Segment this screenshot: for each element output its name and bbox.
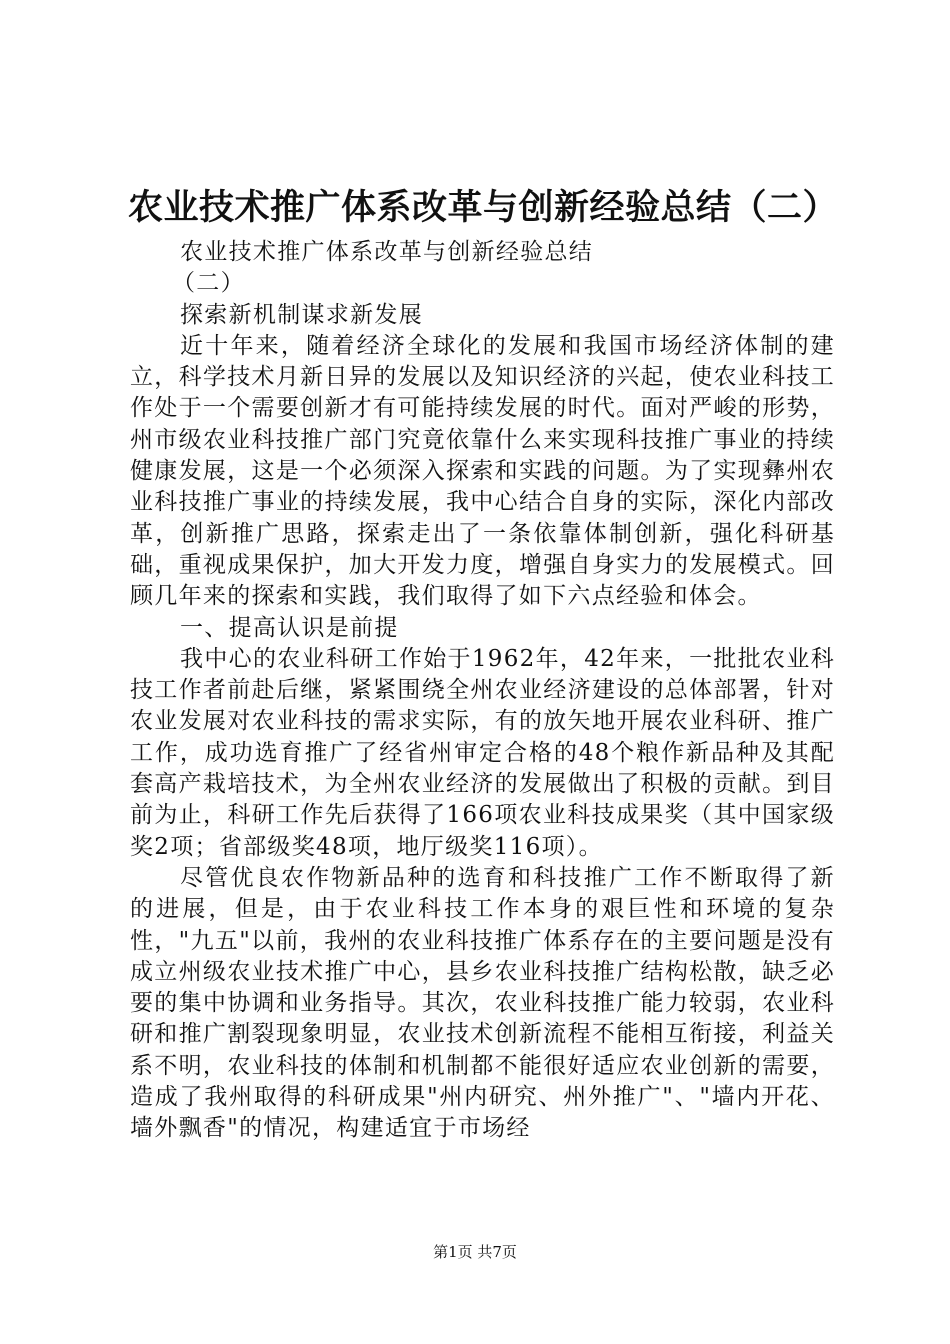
page-number-footer: 第1页 共7页 [433,1243,517,1261]
section-heading: 一、提高认识是前提 [180,614,399,641]
subtitle-line: 农业技术推广体系改革与创新经验总结 [180,239,594,265]
section-heading: 探索新机制谋求新发展 [180,301,423,328]
paragraph: 近十年来，随着经济全球化的发展和我国市场经济体制的建立，科学技术月新日异的发展以及知识经济的兴起，使农业科技工作处于一个需要创新才有可能持续发展的时代。面对严峻的形势，州市级农业科技推广部门究竟依靠什么来实现科技推广事业的持续健康发展，这是一个必须深入探索和实践的问题。为了实现彝州农业科技推广事业的持续发展，我中心结合自身的实际，深化内部改革，创新推广思路，探索走出了一条依靠体制创新，强化科研基础，重视成果保护，加大开发力度，增强自身实力的发展模式。回顾几年来的探索和实践，我们取得了如下六点经验和体会。 [130,332,835,610]
document-title: 农业技术推广体系改革与创新经验总结（二） [128,187,839,228]
subtitle-continuation: （二） [172,270,245,297]
paragraph: 我中心的农业科研工作始于1962年，42年来，一批批农业科技工作者前赴后继，紧紧围绕全州农业经济建设的总体部署，针对农业发展对农业科技的需求实际，有的放矢地开展农业科研、推广工作，成功选育推广了经省州审定合格的48个粮作新品种及其配套高产栽培技术，为全州农业经济的发展做出了积极的贡献。到目前为止，科研工作先后获得了166项农业科技成果奖（其中国家级奖2项；省部级奖48项，地厅级奖116项）。 [130,645,835,860]
document-body [130,237,835,1145]
paragraph: 尽管优良农作物新品种的选育和科技推广工作不断取得了新的进展，但是，由于农业科技工作本身的艰巨性和环境的复杂性，"九五"以前，我州的农业科技推广体系存在的主要问题是没有成立州级农业技术推广中心，县乡农业科技推广结构松散，缺乏必要的集中协调和业务指导。其次，农业科技推广能力较弱，农业科研和推广割裂现象明显，农业技术创新流程不能相互衔接，利益关系不明，农业科技的体制和机制都不能很好适应农业创新的需要，造成了我州取得的科研成果"州内研究、州外推广"、"墙内开花、墙外飘香"的情况，构建适宜于市场经 [130,864,835,1142]
